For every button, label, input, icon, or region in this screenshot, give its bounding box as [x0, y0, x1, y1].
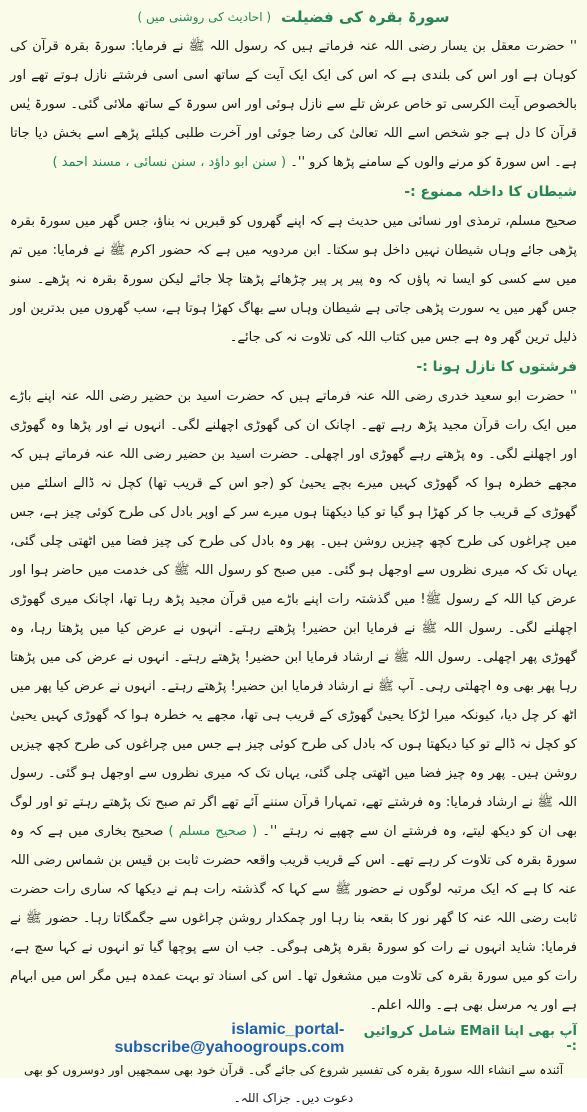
page-subtitle: ( احادیث کی روشنی میں ): [137, 10, 272, 24]
section1-heading: شیطان کا داخلہ ممنوع :-: [404, 184, 577, 200]
section2-text-continued: صحیح بخاری میں ہے کہ وہ سورۃ بقرہ کی تلاوت کر رہے تھے۔ اس کے قریب قریب واقعہ حضرت ثابت بن قیس بن شماس رضی اللہ عنہ کا ہے کہ ایک مرتبہ لوگوں نے حضور ﷺ سے کہا کہ گذشتہ رات ہم نے دیکھا کہ ساری رات حضرت ثابت رضی اللہ عنہ کا گھر نور کا بقعہ بنا رہا اور چمکدار روشن چراغوں سے جگمگاتا رہا۔ حضور ﷺ نے فرمایا: شاید انہوں نے رات کو سورۃ بقرہ پڑھی ہوگی۔ جب ان سے پوچھا گیا تو انہوں نے کہا سچ ہے، رات کو میں سورۃ بقرہ کی تلاوت میں مشغول تھا۔ اس کی اسناد تو بہت عمدہ ہیں مگر اس میں ابہام ہے اور یہ مرسل بھی ہے۔ واللہ اعلم۔: [10, 824, 577, 1013]
title-row: [10, 2, 577, 32]
subscribe-label: آپ بھی اپنا EMail شامل کروائیں :-: [363, 1024, 577, 1054]
section1-paragraph: صحیح مسلم، ترمذی اور نسائی میں حدیث ہے کہ اپنے گھروں کو قبریں نہ بناؤ، جس گھر میں سورۃ بقرہ پڑھی جائے وہاں شیطان نہیں داخل ہو سکتا۔ ابن مردویہ میں ہے کہ حضور اکرم ﷺ نے فرمایا: میں تم میں سے کسی کو ایسا نہ پاؤں کہ وہ پیر پر پیر چڑھائے پڑھتا چلا جائے لیکن سورۃ بقرہ نہ پڑھے۔ سنو جس گھر میں یہ سورت پڑھی جاتی ہے شیطان وہاں سے بھاگ کھڑا ہوتا ہے، سب گھروں میں بدترین اور ذلیل ترین گھر وہ ہے جس میں کتاب اللہ کی تلاوت نہ کی جائے۔: [10, 214, 577, 345]
section2-reference: ( صحیح مسلم ): [168, 824, 258, 839]
intro-text: '' حضرت معقل بن یسار رضی اللہ عنہ فرماتے ہیں کہ رسول اللہ ﷺ نے فرمایا: سورۃ بقرہ قرآن کی کوہان ہے اور اس کی بلندی ہے کہ اس کی ایک ایک آیت کے ساتھ اسی اسی فرشتے نازل ہوتے تھے اور بالخصوص آیت الکرسی تو خاص عرش تلے سے نازل ہوئی اور اس سورۃ کے ساتھ ملائی گئی۔ سورۃ یٰس قرآن کا دل ہے جو شخص اسے اللہ تعالیٰ کی رضا جوئی اور آخرت طلبی کیلئے پڑھے اسے بخش دیا جاتا ہے۔ اس سورۃ کو مرنے والوں کے سامنے پڑھا کرو ''۔: [10, 39, 577, 170]
footer-note: آئندہ سے انشاء اللہ سورۃ بقرہ کی تفسیر شروع کی جائے گی۔ قرآن خود بھی سمجھیں اور دوسروں کو بھی دعوت دیں۔ جزاک اللہ۔: [23, 1063, 564, 1105]
section2-text: '' حضرت ابو سعید خدری رضی اللہ عنہ فرماتے ہیں کہ حضرت اسید بن حضیر رضی اللہ عنہ اپنے باڑے میں ایک رات قرآن مجید پڑھ رہے تھے۔ اچانک ان کی گھوڑی اچھلنے لگی۔ انہوں نے اور پڑھا وہ گھوڑی اور اچھلنے لگی۔ وہ پڑھتے رہے گھوڑی اور اچھلی۔ حضرت اسید بن حضیر رضی اللہ عنہ فرماتے ہیں کہ مجھے خطرہ ہوا کہ گھوڑی کہیں میرے بچے یحییٰ کو (جو اس کے قریب تھا) کچل نہ ڈالے اسلئے میں گھوڑی کے قریب جا کر کھڑا ہو گیا تو کیا دیکھتا ہوں میرے سر کے اوپر بادل کی طرح کوئی چیز ہے، جس میں چراغوں کی طرح کچھ چیزیں روشن ہیں۔ پھر وہ بادل کی طرح کی چیز فضا میں اٹھتی چلی گئی، یہاں تک کہ میری نظروں سے اوجھل ہو گئی۔ میں صبح کو رسول اللہ ﷺ کی خدمت میں حاضر ہوا اور عرض کیا اللہ کے رسول ﷺ! میں گذشتہ رات اپنے باڑے میں قرآن مجید پڑھ رہا تھا، اچانک میری گھوڑی اچھلنے لگی۔ رسول اللہ ﷺ نے فرمایا ابن حضیر! پڑھتے رہتے۔ انہوں نے عرض کیا میں پڑھتا رہا، وہ گھوڑی پھر اچھلی۔ رسول اللہ ﷺ نے ارشاد فرمایا ابن حضیر! پڑھتے رہتے۔ انہوں نے عرض کی میں پڑھتا رہا پھر بھی وہ اچھلتی رہی۔ آپ ﷺ نے ارشاد فرمایا ابن حضیر! پڑھتے رہتے۔ انہوں نے عرض کیا پھر میں اٹھ کر چل دیا، کیونکہ میرا لڑکا یحییٰ گھوڑی کے قریب ہی تھا، مجھے یہ خطرہ ہوا کہ گھوڑی کہیں یحییٰ کو کچل نہ ڈالے تو کیا دیکھتا ہوں کہ بادل کی طرح کوئی چیز ہے جس میں چراغوں کی طرح کچھ چیزیں روشن ہیں۔ پھر وہ چیز فضا میں اٹھتی چلی گئی، یہاں تک کہ میری نظروں سے اوجھل ہو گئی۔ رسول اللہ ﷺ نے ارشاد فرمایا: وہ فرشتے تھے، تمہارا قرآن سننے آئے تھے اگر تم صبح تک پڑھتے رہتے تو اور لوگ بھی ان کو دیکھ لیتے، وہ فرشتے ان سے چھپے نہ رہتے ''۔: [10, 389, 577, 839]
section2-heading: فرشتوں کا نازل ہونا :-: [416, 359, 577, 375]
subscribe-email-link[interactable]: islamic_portal-subscribe@yahoogroups.com: [114, 1021, 345, 1056]
intro-reference: ( سنن ابو داؤد ، سنن نسائی ، مسند احمد ): [52, 155, 287, 170]
section2-paragraph: [10, 382, 577, 1020]
page-title: سورۃ بقرہ کی فضیلت: [281, 8, 450, 26]
intro-paragraph: [10, 32, 577, 177]
subscribe-row: [10, 1022, 577, 1056]
